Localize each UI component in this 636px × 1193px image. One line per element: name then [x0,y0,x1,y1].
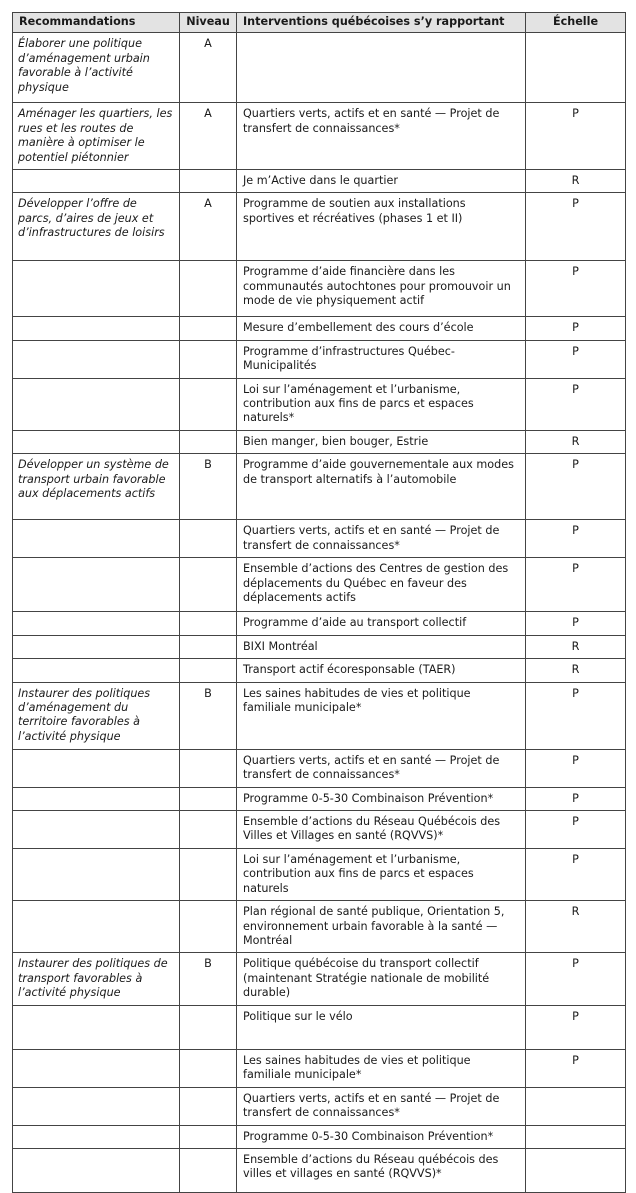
echelle-cell: P [526,261,626,317]
table-row [13,520,626,558]
table-row [13,430,626,453]
niveau-cell [180,749,237,787]
niveau-cell [180,901,237,953]
header-niveau: Niveau [180,13,237,33]
table-row [13,635,626,658]
echelle-cell [526,1125,626,1148]
header-echelle: Échelle [526,13,626,33]
intervention-cell: Politique québécoise du transport collectif (maintenant Stratégie nationale de mobilité durable) [237,953,526,1005]
echelle-cell: P [526,193,626,261]
recommendation-cell [13,340,180,378]
table-body [13,33,626,1193]
table-row [13,340,626,378]
intervention-cell: Quartiers verts, actifs et en santé — Projet de transfert de connaissances* [237,749,526,787]
recommendation-cell: Instaurer des politiques de transport favorables à l’activité physique [13,953,180,1005]
table-row [13,378,626,430]
recommendation-cell: Développer un système de transport urbain favorable aux déplacements actifs [13,454,180,520]
table-row [13,612,626,635]
intervention-cell: Programme d’infrastructures Québec-Municipalités [237,340,526,378]
intervention-cell: Programme d’aide gouvernementale aux modes de transport alternatifs à l’automobile [237,454,526,520]
echelle-cell: P [526,953,626,1005]
intervention-cell [237,33,526,103]
echelle-cell: P [526,1005,626,1049]
recommendation-cell [13,1087,180,1125]
intervention-cell: Les saines habitudes de vies et politique familiale municipale* [237,682,526,749]
table-row [13,848,626,900]
niveau-cell [180,612,237,635]
recommendation-cell [13,261,180,317]
echelle-cell: P [526,317,626,340]
echelle-cell [526,1148,626,1192]
table-row [13,901,626,953]
table-row [13,953,626,1005]
niveau-cell: B [180,682,237,749]
table-row [13,170,626,193]
echelle-cell: P [526,612,626,635]
intervention-cell: Ensemble d’actions du Réseau Québécois des Villes et Villages en santé (RQVVS)* [237,810,526,848]
echelle-cell: R [526,901,626,953]
niveau-cell: B [180,953,237,1005]
niveau-cell [180,1125,237,1148]
table-row [13,261,626,317]
table-row [13,454,626,520]
echelle-cell [526,33,626,103]
echelle-cell: P [526,848,626,900]
niveau-cell [180,848,237,900]
echelle-cell: R [526,635,626,658]
echelle-cell: P [526,810,626,848]
table-row [13,749,626,787]
echelle-cell [526,1087,626,1125]
intervention-cell: Quartiers verts, actifs et en santé — Projet de transfert de connaissances* [237,103,526,170]
table-row [13,33,626,103]
intervention-cell: Ensemble d’actions du Réseau québécois des villes et villages en santé (RQVVS)* [237,1148,526,1192]
intervention-cell: Je m’Active dans le quartier [237,170,526,193]
niveau-cell: B [180,454,237,520]
intervention-cell: Mesure d’embellement des cours d’école [237,317,526,340]
intervention-cell: Quartiers verts, actifs et en santé — Projet de transfert de connaissances* [237,1087,526,1125]
recommendation-cell [13,317,180,340]
echelle-cell: P [526,378,626,430]
niveau-cell [180,340,237,378]
echelle-cell: P [526,340,626,378]
echelle-cell: P [526,1049,626,1087]
recommendation-cell [13,1125,180,1148]
intervention-cell: Programme 0-5-30 Combinaison Prévention* [237,1125,526,1148]
niveau-cell: A [180,33,237,103]
table-row [13,787,626,810]
table-row [13,682,626,749]
recommendation-cell [13,520,180,558]
niveau-cell [180,520,237,558]
echelle-cell: P [526,787,626,810]
intervention-cell: Programme d’aide au transport collectif [237,612,526,635]
niveau-cell [180,1049,237,1087]
table-row [13,1087,626,1125]
intervention-cell: Politique sur le vélo [237,1005,526,1049]
niveau-cell [180,261,237,317]
echelle-cell: P [526,520,626,558]
intervention-cell: Programme d’aide financière dans les communautés autochtones pour promouvoir un mode de vie physiquement actif [237,261,526,317]
niveau-cell: A [180,193,237,261]
niveau-cell [180,810,237,848]
niveau-cell [180,430,237,453]
intervention-cell: Bien manger, bien bouger, Estrie [237,430,526,453]
table-row [13,1125,626,1148]
niveau-cell [180,558,237,612]
table-row [13,317,626,340]
niveau-cell [180,635,237,658]
niveau-cell [180,317,237,340]
recommendation-cell [13,1005,180,1049]
table-row [13,1005,626,1049]
recommendations-table-container [12,12,626,1193]
table-row [13,810,626,848]
intervention-cell: Programme de soutien aux installations sportives et récréatives (phases 1 et II) [237,193,526,261]
niveau-cell [180,1087,237,1125]
recommendation-cell [13,635,180,658]
recommendation-cell [13,659,180,682]
table-row [13,1049,626,1087]
niveau-cell [180,1148,237,1192]
echelle-cell: R [526,659,626,682]
niveau-cell [180,659,237,682]
recommendation-cell: Développer l’offre de parcs, d’aires de jeux et d’infrastructures de loisirs [13,193,180,261]
niveau-cell [180,1005,237,1049]
recommendation-cell: Élaborer une politique d’aménagement urbain favorable à l’activité physique [13,33,180,103]
table-header-row [13,13,626,33]
intervention-cell: Loi sur l’aménagement et l’urbanisme, contribution aux fins de parcs et espaces naturels [237,848,526,900]
echelle-cell: R [526,170,626,193]
recommendation-cell [13,1148,180,1192]
niveau-cell [180,170,237,193]
table-row [13,193,626,261]
recommendation-cell [13,787,180,810]
recommendation-cell [13,612,180,635]
recommendation-cell [13,749,180,787]
recommendation-cell: Aménager les quartiers, les rues et les routes de manière à optimiser le potentiel piétonnier [13,103,180,170]
intervention-cell: Loi sur l’aménagement et l’urbanisme, contribution aux fins de parcs et espaces naturels* [237,378,526,430]
intervention-cell: Transport actif écoresponsable (TAER) [237,659,526,682]
recommendation-cell [13,848,180,900]
recommendation-cell [13,901,180,953]
intervention-cell: BIXI Montréal [237,635,526,658]
recommendation-cell [13,378,180,430]
niveau-cell: A [180,103,237,170]
intervention-cell: Quartiers verts, actifs et en santé — Projet de transfert de connaissances* [237,520,526,558]
echelle-cell: P [526,454,626,520]
echelle-cell: P [526,749,626,787]
intervention-cell: Programme 0-5-30 Combinaison Prévention* [237,787,526,810]
echelle-cell: P [526,682,626,749]
table-row [13,558,626,612]
echelle-cell: P [526,103,626,170]
recommendations-table [12,12,626,1193]
recommendation-cell: Instaurer des politiques d’aménagement du territoire favorables à l’activité physique [13,682,180,749]
header-recommandations: Recommandations [13,13,180,33]
recommendation-cell [13,558,180,612]
intervention-cell: Plan régional de santé publique, Orientation 5, environnement urbain favorable à la santé — Montréal [237,901,526,953]
echelle-cell: P [526,558,626,612]
niveau-cell [180,787,237,810]
intervention-cell: Ensemble d’actions des Centres de gestion des déplacements du Québec en faveur des déplacements actifs [237,558,526,612]
recommendation-cell [13,810,180,848]
header-interventions: Interventions québécoises s’y rapportant [237,13,526,33]
recommendation-cell [13,170,180,193]
table-row [13,1148,626,1192]
table-row [13,659,626,682]
table-row [13,103,626,170]
niveau-cell [180,378,237,430]
recommendation-cell [13,430,180,453]
intervention-cell: Les saines habitudes de vies et politique familiale municipale* [237,1049,526,1087]
recommendation-cell [13,1049,180,1087]
echelle-cell: R [526,430,626,453]
